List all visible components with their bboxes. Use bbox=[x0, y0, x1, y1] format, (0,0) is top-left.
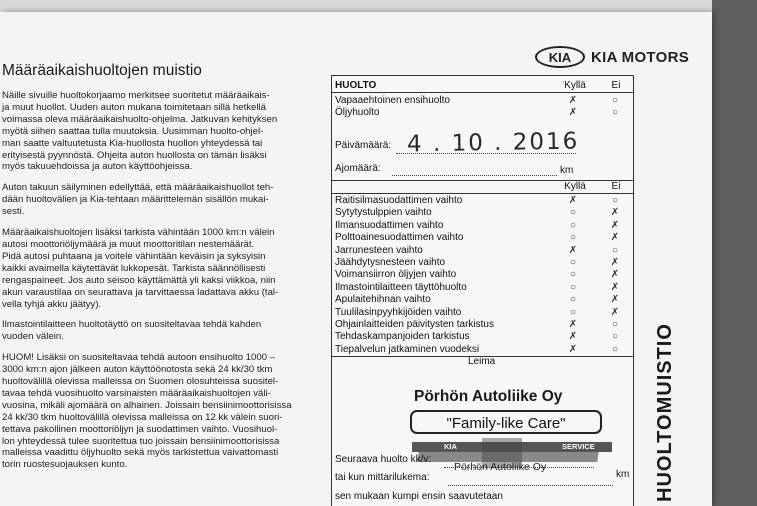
yes-mark: ○ bbox=[569, 306, 577, 318]
instruction-line: Ilmastointilaitteen huoltotäyttö on suositeltavaa tehdä kahden bbox=[2, 319, 262, 331]
yes-mark: ✗ bbox=[568, 195, 578, 206]
yes-mark: ○ bbox=[569, 219, 577, 231]
instruction-line: erityisestä pyynnöstä. Ohjeita auton huollosta on tämän lisäksi bbox=[2, 149, 267, 161]
instruction-line: malleissa vaadittu öljyhuolto sekä myös tarkistettua vaivattomasti bbox=[2, 447, 279, 459]
no-mark: ✗ bbox=[610, 269, 620, 281]
no-mark: ○ bbox=[611, 319, 619, 330]
no-mark: ✗ bbox=[610, 232, 620, 244]
stamp-label: Leima bbox=[468, 356, 496, 367]
no-mark: ✗ bbox=[610, 257, 620, 268]
check-label: Ohjainlaitteiden päivitysten tarkistus bbox=[335, 319, 494, 330]
yes-mark: ○ bbox=[569, 207, 577, 219]
no-mark: ○ bbox=[611, 195, 619, 206]
instruction-line: tavaa tehdä vuosihuolto varsinaisten määräaikaishuoltojen väli- bbox=[2, 387, 271, 399]
instruction-paragraph bbox=[2, 352, 314, 471]
instruction-line: akun varaustilaa on seurattava ja tarvittaessa ladattava akku (tal- bbox=[2, 286, 279, 298]
yes-mark: ○ bbox=[569, 257, 577, 268]
form-header-title: HUOLTO bbox=[335, 80, 377, 91]
yes-mark: ✗ bbox=[568, 107, 578, 118]
instruction-line: dään huoltovälien ja Kia-tehtaan määrittelemän sisällön mukai- bbox=[2, 194, 269, 206]
check-label: Tiepalvelun jatkaminen vuodeksi bbox=[335, 343, 480, 355]
yes-mark: ✗ bbox=[568, 95, 578, 106]
kia-logo bbox=[535, 44, 689, 70]
yes-mark: ✗ bbox=[568, 244, 578, 256]
next-service-label: Seuraava huolto kk/v: bbox=[335, 454, 432, 465]
divider bbox=[332, 92, 633, 93]
instruction-line: Pidä autosi puhtaana ja voitele vähintään keväisin ja syksyisin bbox=[2, 250, 266, 262]
stamp-bar-left: KIA bbox=[444, 442, 457, 451]
service-form bbox=[331, 75, 634, 506]
no-mark: ○ bbox=[611, 331, 619, 343]
no-mark: ○ bbox=[611, 107, 619, 118]
instruction-paragraph bbox=[2, 319, 314, 343]
background-right bbox=[712, 0, 757, 506]
stamp-company: Pörhön Autoliike Oy bbox=[414, 388, 563, 405]
side-title: HUOLTOMUISTIO bbox=[654, 323, 676, 502]
instruction-paragraph bbox=[2, 182, 314, 218]
service-label: Öljyhuolto bbox=[335, 107, 380, 118]
check-label: Tehdaskampanjoiden tarkistus bbox=[335, 331, 470, 343]
instruction-line: man saatte valtuutetusta Kia-huollosta huollon yhteydessä tai bbox=[2, 137, 263, 149]
yes-mark: ○ bbox=[569, 232, 577, 244]
km-line bbox=[392, 174, 557, 176]
instruction-line: Määräaikaishuoltojen lisäksi tarkista vähintään 1000 km:n välein bbox=[2, 227, 275, 239]
instruction-paragraph bbox=[2, 227, 314, 310]
service-label: Vapaaehtoinen ensihuolto bbox=[335, 95, 450, 106]
date-handwritten: 4 . 10 . 2016 bbox=[406, 128, 580, 158]
yes-mark: ✗ bbox=[568, 319, 578, 330]
instruction-line: voimassa oleva määräaikaishuolto-ohjelma. Jatkuvan kehityksen bbox=[2, 113, 278, 125]
instruction-line: rengaspaineet. Jos auto seisoo käyttämättä yli kaksi viikkoa, niin bbox=[2, 274, 276, 286]
yes-mark: ○ bbox=[569, 294, 577, 306]
km-unit: km bbox=[560, 165, 574, 176]
odometer-label: tai kun mittarilukema: bbox=[335, 472, 430, 483]
instruction-line: huoltovälillä olevissa malleissa on Suomen olosuhteissa suositel- bbox=[2, 376, 279, 388]
instruction-line: myös takuuehdoissa ja auton käyttöohjeissa. bbox=[2, 161, 193, 173]
instruction-line: lon yhteydessä tulee suoritettua tuo joissain bensiinimoottorisissa bbox=[2, 435, 280, 447]
instruction-line: vuoden välein. bbox=[2, 331, 64, 343]
no-mark: ○ bbox=[611, 95, 619, 106]
check-label: Jäähdytysnesteen vaihto bbox=[335, 257, 446, 268]
check-label: Sytytystulppien vaihto bbox=[335, 207, 432, 219]
yes-mark: ✗ bbox=[568, 331, 578, 343]
km-label: Ajomäärä: bbox=[335, 163, 381, 174]
no-mark: ✗ bbox=[610, 219, 620, 231]
check-label: Voimansiirron öljyjen vaihto bbox=[335, 269, 457, 281]
no-mark: ○ bbox=[611, 244, 619, 256]
yes-mark: ○ bbox=[569, 281, 577, 293]
stamp-bar-right: SERVICE bbox=[562, 442, 595, 451]
booklet-page bbox=[0, 12, 712, 506]
check-label: Jarrunesteen vaihto bbox=[335, 244, 423, 256]
instruction-line: autosi moottoriöljymäärä ja muut moottoritilan nestemäärät. bbox=[2, 238, 255, 250]
yes-mark: ○ bbox=[569, 269, 577, 281]
no-mark: ✗ bbox=[610, 281, 620, 293]
date-label: Päivämäärä: bbox=[335, 140, 392, 151]
instruction-line: Näille sivuille huoltokorjaamo merkitsee suoritetut määräaikais- bbox=[2, 90, 270, 101]
check-label: Raitisilmasuodattimen vaihto bbox=[335, 195, 463, 206]
divider bbox=[332, 193, 633, 194]
instructions-text bbox=[2, 90, 314, 480]
check-label: Tuulilasinpyyhkijöiden vaihto bbox=[335, 306, 462, 318]
no-mark: ✗ bbox=[610, 207, 620, 219]
yes-column-header: Kyllä bbox=[564, 80, 586, 91]
instruction-line: ja muut huollot. Uuden auton mukana toimitetaan sillä hetkellä bbox=[2, 101, 266, 113]
yes-mark: ✗ bbox=[568, 343, 578, 355]
instruction-line: Auton takuun säilyminen edellyttää, että määräaikaishuollot teh- bbox=[2, 182, 274, 194]
instruction-line: 3000 km:n ajon jälkeen auton käyttöönotosta sekä 24 kk/30 tkm bbox=[2, 364, 273, 376]
instruction-paragraph bbox=[2, 90, 314, 173]
instruction-line: myötä siihen saattaa tulla muutoksia. Uusimman huolto-ohjel- bbox=[2, 125, 264, 137]
instruction-line: vella tyhjä akku jäätyy). bbox=[2, 298, 102, 310]
odometer-line bbox=[448, 484, 613, 486]
no-mark: ○ bbox=[611, 343, 619, 355]
whichever-first-note: sen mukaan kumpi ensin saavutetaan bbox=[335, 491, 503, 502]
check-label: Ilmansuodattimen vaihto bbox=[335, 219, 444, 231]
instruction-line: torin ruostesuojauksen kunto. bbox=[2, 459, 128, 471]
instruction-line: sesti. bbox=[2, 206, 25, 218]
kia-logo-mark: KIA bbox=[535, 46, 585, 68]
odometer-unit: km bbox=[616, 469, 630, 480]
stamp-sub-company: Pörhön Autoliike Oy bbox=[454, 461, 547, 473]
stamp-slogan: "Family-like Care" bbox=[410, 410, 602, 434]
instruction-line: vuosina, mikäli ajomäärä on alhainen. Joissain bensiinimoottorisissa bbox=[2, 399, 292, 411]
instruction-line: 24 kk/30 tkm huoltovälillä olevissa malleissa on 12 kk välein suori- bbox=[2, 411, 283, 423]
no-column-header: Ei bbox=[611, 181, 621, 192]
instruction-line: tettava pakollinen moottoriöljyn ja suodattimen vaihto. Vuosihuol- bbox=[2, 423, 278, 435]
kia-logo-text: KIA MOTORS bbox=[591, 48, 690, 66]
yes-column-header: Kyllä bbox=[564, 181, 586, 192]
check-label: Ilmastointilaitteen täyttöhuolto bbox=[335, 281, 467, 293]
instruction-line: kaikki avaimella käytettävät lukkopesät. Tarkista säännöllisesti bbox=[2, 262, 266, 274]
page-heading: Määräaikaishuoltojen muistio bbox=[2, 62, 202, 79]
check-label: Apulaitehihnan vaihto bbox=[335, 294, 431, 306]
no-column-header: Ei bbox=[611, 80, 621, 91]
instruction-line: HUOM! Lisäksi on suositeltavaa tehdä autoon ensihuolto 1000 – bbox=[2, 352, 276, 364]
no-mark: ✗ bbox=[610, 306, 620, 318]
no-mark: ✗ bbox=[610, 294, 620, 306]
check-label: Polttoainesuodattimen vaihto bbox=[335, 232, 464, 244]
